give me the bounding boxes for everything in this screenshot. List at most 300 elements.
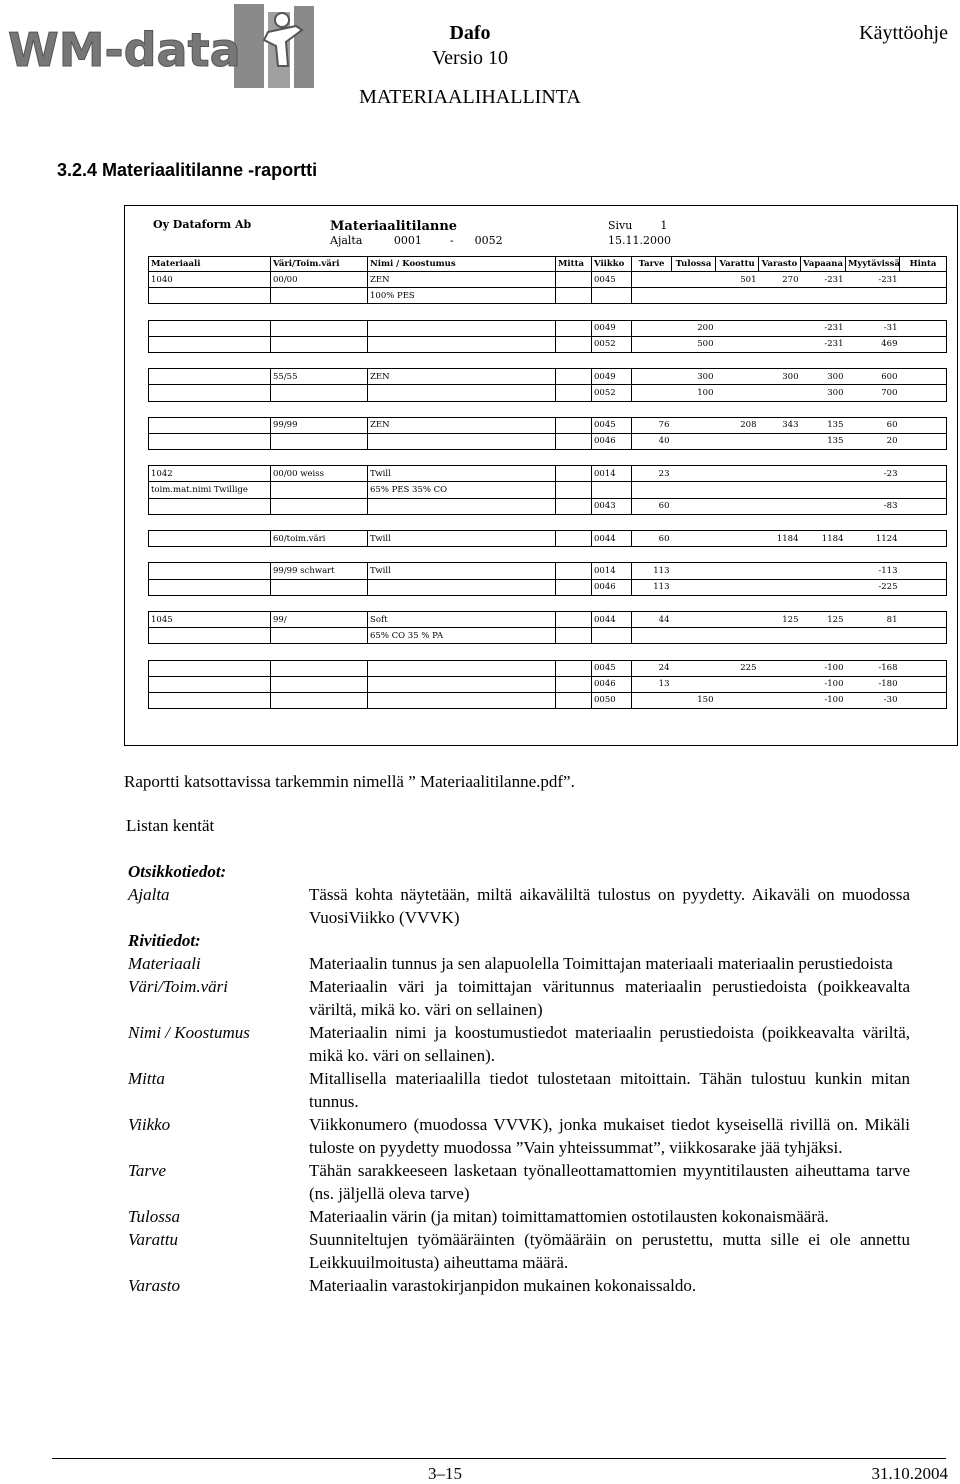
report-cell: [900, 692, 947, 708]
report-cell: [368, 660, 556, 676]
report-column-header: Hinta: [900, 257, 947, 272]
report-cell: -100: [801, 692, 846, 708]
report-cell: [271, 692, 368, 708]
report-cell: [556, 579, 592, 595]
footer-date: 31.10.2004: [871, 1464, 948, 1483]
report-cell: -100: [801, 676, 846, 692]
report-cell: 0050: [592, 692, 632, 708]
field-row-tarve: [128, 1159, 910, 1205]
report-row: [149, 563, 947, 579]
report-cell: [368, 498, 556, 514]
report-cell: [672, 466, 716, 482]
report-cell: 300: [801, 385, 846, 401]
report-cell: 81: [846, 611, 900, 627]
report-cell: 0052: [592, 385, 632, 401]
report-cell: 76: [632, 417, 672, 433]
report-column-header: Tarve: [632, 257, 672, 272]
report-cell: [716, 611, 759, 627]
report-row: [149, 692, 947, 708]
report-cell: [672, 288, 716, 304]
report-cell: [149, 579, 271, 595]
report-page: [608, 219, 667, 232]
report-cell: 113: [632, 579, 672, 595]
report-cell: [759, 498, 801, 514]
report-cell: [672, 563, 716, 579]
page-number: 1: [660, 219, 668, 232]
report-cell: 469: [846, 336, 900, 352]
report-cell: 1124: [846, 531, 900, 547]
report-cell: [632, 369, 672, 385]
module-name: MATERIAALIHALLINTA: [359, 86, 581, 108]
group-header-info: Otsikkotiedot:: [128, 862, 227, 881]
report-cell: 1042: [149, 466, 271, 482]
report-cell: [556, 498, 592, 514]
report-cell: -225: [846, 579, 900, 595]
report-title: Materiaalitilanne: [330, 219, 458, 234]
field-row-varattu: [128, 1228, 910, 1274]
report-cell: 200: [672, 320, 716, 336]
report-cell: [672, 628, 716, 644]
report-cell: [556, 692, 592, 708]
report-cell: [149, 692, 271, 708]
report-cell: [632, 336, 672, 352]
report-cell: 60: [632, 498, 672, 514]
report-cell: [716, 531, 759, 547]
report-row: [149, 417, 947, 433]
field-row-tulossa: [128, 1205, 910, 1228]
field-row-mitta: [128, 1067, 910, 1113]
report-date: 15.11.2000: [608, 234, 671, 247]
report-cell: 300: [672, 369, 716, 385]
report-cell: 0046: [592, 433, 632, 449]
report-cell: [672, 579, 716, 595]
report-cell: [556, 563, 592, 579]
report-cell: [672, 433, 716, 449]
report-cell: -168: [846, 660, 900, 676]
field-desc: Viikkonumero (muodossa VVVK), jonka mukaiset tiedot kyseisellä rivillä on. Mikäli tuloste on pyydetty muodossa ”Vain yhteissummat”, viikkosarake jää tyhjäksi.: [309, 1115, 910, 1157]
report-cell: 343: [759, 417, 801, 433]
report-cell: 60: [632, 531, 672, 547]
report-cell: [556, 385, 592, 401]
field-row-materiaali: [128, 952, 910, 975]
report-cell: [149, 433, 271, 449]
report-spacer-row: [149, 547, 947, 563]
report-cell: [716, 579, 759, 595]
report-cell: -231: [801, 272, 846, 288]
report-cell: 65% CO 35 % PA: [368, 628, 556, 644]
report-cell: [759, 466, 801, 482]
field-key: Viikko: [128, 1115, 171, 1134]
report-cell: [672, 531, 716, 547]
report-row: [149, 272, 947, 288]
report-cell: [149, 320, 271, 336]
report-cell: 270: [759, 272, 801, 288]
report-cell: [900, 628, 947, 644]
report-cell: [632, 692, 672, 708]
field-row-ajalta: [128, 883, 910, 929]
report-cell: 60: [846, 417, 900, 433]
report-cell: 0049: [592, 320, 632, 336]
report-cell: [900, 482, 947, 498]
report-cell: [759, 288, 801, 304]
report-cell: [900, 272, 947, 288]
report-cell: -31: [846, 320, 900, 336]
field-key: Ajalta: [128, 885, 170, 904]
report-cell: [632, 272, 672, 288]
report-cell: [900, 676, 947, 692]
report-grid: [148, 256, 947, 709]
report-cell: [759, 433, 801, 449]
report-cell: [759, 692, 801, 708]
report-cell: [368, 676, 556, 692]
report-cell: [556, 272, 592, 288]
section-title: 3.2.4 Materiaalitilanne -raportti: [57, 160, 318, 180]
report-cell: [672, 272, 716, 288]
report-cell: [149, 676, 271, 692]
report-cell: [716, 466, 759, 482]
report-cell: [556, 288, 592, 304]
field-row-viikko: [128, 1113, 910, 1159]
report-cell: 700: [846, 385, 900, 401]
report-spacer-row: [149, 595, 947, 611]
report-column-header: Viikko: [592, 257, 632, 272]
report-column-header: Mitta: [556, 257, 592, 272]
version-label: Versio 10: [431, 47, 509, 69]
report-cell: [801, 498, 846, 514]
field-row-nimi: [128, 1021, 910, 1067]
report-cell: [556, 417, 592, 433]
report-row: [149, 336, 947, 352]
report-cell: 0014: [592, 563, 632, 579]
report-row: [149, 531, 947, 547]
report-cell: [672, 417, 716, 433]
report-cell: -23: [846, 466, 900, 482]
report-cell: [801, 482, 846, 498]
report-cell: [759, 482, 801, 498]
field-desc: Suunniteltujen työmääräinten (työmääräin on perustettu, mutta sille ei ole annettu Leikkuuilmoitusta) aiheuttama määrä.: [309, 1230, 910, 1272]
report-row: [149, 433, 947, 449]
report-cell: [900, 611, 947, 627]
report-cell: -231: [801, 336, 846, 352]
report-cell: 1184: [801, 531, 846, 547]
report-cell: -83: [846, 498, 900, 514]
report-spacer-row: [149, 450, 947, 466]
report-cell: 500: [672, 336, 716, 352]
report-cell: [900, 320, 947, 336]
field-desc: Materiaalin varastokirjanpidon mukainen kokonaissaldo.: [309, 1276, 697, 1295]
report-cell: [271, 660, 368, 676]
report-cell: [149, 288, 271, 304]
group-row-info: Rivitiedot:: [128, 931, 201, 950]
report-cell: 135: [801, 417, 846, 433]
report-cell: [716, 433, 759, 449]
report-cell: [149, 628, 271, 644]
report-cell: 99/: [271, 611, 368, 627]
report-cell: [801, 628, 846, 644]
field-key: Varasto: [128, 1276, 180, 1295]
report-cell: 0045: [592, 272, 632, 288]
report-cell: 20: [846, 433, 900, 449]
report-cell: [900, 433, 947, 449]
report-cell: -113: [846, 563, 900, 579]
report-cell: 0045: [592, 417, 632, 433]
report-spacer-row: [149, 644, 947, 660]
report-cell: ZEN: [368, 369, 556, 385]
report-cell: [672, 482, 716, 498]
report-cell: [716, 692, 759, 708]
report-cell: [271, 676, 368, 692]
report-cell: [846, 628, 900, 644]
report-cell: [716, 498, 759, 514]
report-cell: [716, 628, 759, 644]
report-cell: [149, 336, 271, 352]
report-cell: [759, 579, 801, 595]
report-cell: [149, 385, 271, 401]
report-cell: [556, 369, 592, 385]
range-sep: -: [449, 234, 454, 247]
field-key: Varattu: [128, 1230, 179, 1249]
report-cell: [149, 563, 271, 579]
report-cell: 13: [632, 676, 672, 692]
report-row: [149, 498, 947, 514]
report-column-header: Vapaana: [801, 257, 846, 272]
report-cell: [368, 385, 556, 401]
report-cell: [801, 288, 846, 304]
report-cell: -231: [801, 320, 846, 336]
logo-graphic: [6, 2, 316, 92]
report-cell: 150: [672, 692, 716, 708]
report-cell: [271, 433, 368, 449]
report-cell: -30: [846, 692, 900, 708]
report-cell: [271, 579, 368, 595]
report-cell: [556, 336, 592, 352]
report-cell: [556, 660, 592, 676]
report-cell: toim.mat.nimi Twillige: [149, 482, 271, 498]
report-cell: -231: [846, 272, 900, 288]
report-spacer-row: [149, 304, 947, 320]
report-cell: [271, 628, 368, 644]
report-cell: [900, 385, 947, 401]
report-cell: [592, 628, 632, 644]
report-cell: [632, 482, 672, 498]
report-cell: [759, 628, 801, 644]
report-cell: 135: [801, 433, 846, 449]
report-cell: [632, 320, 672, 336]
report-cell: 100% PES: [368, 288, 556, 304]
field-key: Nimi / Koostumus: [128, 1023, 250, 1042]
report-cell: 99/99: [271, 417, 368, 433]
report-cell: Twill: [368, 466, 556, 482]
report-cell: 44: [632, 611, 672, 627]
report-column-header: Materiaali: [149, 257, 271, 272]
report-cell: 1040: [149, 272, 271, 288]
report-cell: 0043: [592, 498, 632, 514]
report-cell: 24: [632, 660, 672, 676]
report-cell: 40: [632, 433, 672, 449]
report-cell: [716, 385, 759, 401]
report-caption: Raportti katsottavissa tarkemmin nimellä ” Materiaalitilanne.pdf”.: [124, 772, 575, 791]
report-cell: [632, 385, 672, 401]
field-desc: Tähän sarakkeeseen lasketaan työnalleottamattomien myyntitilausten aiheuttama tarve (ns. jäljellä oleva tarve): [309, 1161, 910, 1203]
report-cell: [368, 320, 556, 336]
report-cell: 0046: [592, 579, 632, 595]
report-cell: 1184: [759, 531, 801, 547]
report-cell: [801, 579, 846, 595]
report-row: [149, 320, 947, 336]
report-row: [149, 369, 947, 385]
report-cell: 55/55: [271, 369, 368, 385]
report-cell: 600: [846, 369, 900, 385]
report-cell: 0049: [592, 369, 632, 385]
report-table: [148, 256, 946, 716]
field-key: Materiaali: [128, 954, 201, 973]
report-cell: [716, 336, 759, 352]
report-cell: [368, 692, 556, 708]
report-cell: [900, 288, 947, 304]
report-cell: 60/toim.väri: [271, 531, 368, 547]
report-cell: 125: [801, 611, 846, 627]
report-cell: 99/99 schwart: [271, 563, 368, 579]
report-cell: 0052: [592, 336, 632, 352]
report-cell: [846, 482, 900, 498]
footer-divider: [52, 1458, 946, 1459]
report-cell: ZEN: [368, 417, 556, 433]
report-cell: Twill: [368, 531, 556, 547]
report-cell: [672, 676, 716, 692]
report-row: [149, 482, 947, 498]
report-cell: 00/00 weiss: [271, 466, 368, 482]
report-cell: [149, 498, 271, 514]
report-cell: [149, 369, 271, 385]
report-cell: [556, 628, 592, 644]
report-cell: [368, 433, 556, 449]
report-cell: [368, 579, 556, 595]
field-row-vari: [128, 975, 910, 1021]
list-heading: Listan kentät: [126, 816, 215, 835]
report-cell: [271, 288, 368, 304]
field-key: Mitta: [128, 1069, 165, 1088]
report-cell: [716, 482, 759, 498]
report-cell: 00/00: [271, 272, 368, 288]
report-cell: [759, 336, 801, 352]
field-desc: Materiaalin nimi ja koostumustiedot materiaalin perustiedoista (poikkeavalta väriltä, mikä ko. väri on sellainen).: [309, 1023, 910, 1065]
report-company: Oy Dataform Ab: [153, 218, 252, 231]
field-key: Tulossa: [128, 1207, 180, 1226]
report-cell: [801, 466, 846, 482]
field-desc: Mitallisella materiaalilla tiedot tulostetaan mitoittain. Tähän tulostuu kunkin mitan tunnus.: [309, 1069, 910, 1111]
report-image: [124, 205, 958, 746]
report-cell: [271, 482, 368, 498]
report-cell: 300: [759, 369, 801, 385]
report-cell: [556, 433, 592, 449]
field-key: Väri/Toim.väri: [128, 977, 228, 996]
report-cell: [759, 660, 801, 676]
report-cell: 300: [801, 369, 846, 385]
header-center: [330, 20, 610, 110]
report-cell: [716, 369, 759, 385]
report-cell: [672, 498, 716, 514]
wm-data-logo: [6, 2, 316, 92]
page-label: Sivu: [608, 219, 633, 232]
report-cell: [900, 579, 947, 595]
field-desc: Materiaalin tunnus ja sen alapuolella Toimittajan materiaali materiaalin perustiedoista: [309, 954, 893, 973]
report-cell: 208: [716, 417, 759, 433]
field-row-varasto: [128, 1274, 910, 1297]
report-cell: [592, 482, 632, 498]
report-cell: [271, 498, 368, 514]
report-cell: [556, 482, 592, 498]
report-cell: [716, 676, 759, 692]
report-column-header: Varasto: [759, 257, 801, 272]
report-cell: 501: [716, 272, 759, 288]
report-row: [149, 385, 947, 401]
report-column-header: Myytävissä: [846, 257, 900, 272]
product-name: Dafo: [449, 22, 491, 44]
report-cell: 1045: [149, 611, 271, 627]
report-cell: [632, 628, 672, 644]
report-column-header: Väri/Toim.väri: [271, 257, 368, 272]
report-cell: 225: [716, 660, 759, 676]
report-cell: [759, 385, 801, 401]
report-cell: [900, 369, 947, 385]
report-cell: [846, 288, 900, 304]
report-cell: [556, 531, 592, 547]
range-label: Ajalta: [330, 234, 363, 247]
report-cell: [149, 660, 271, 676]
report-cell: -180: [846, 676, 900, 692]
field-desc: Materiaalin väri ja toimittajan väritunnus materiaalin perustiedoista (poikkeavalta väriltä, mikä ko. väri on sellainen): [309, 977, 910, 1019]
report-cell: [149, 417, 271, 433]
report-column-header: Tulossa: [672, 257, 716, 272]
report-cell: Twill: [368, 563, 556, 579]
field-list: [128, 860, 910, 1297]
footer-page-number: 3–15: [428, 1464, 462, 1483]
range-to: 0052: [474, 234, 503, 247]
report-cell: [900, 498, 947, 514]
report-cell: [556, 676, 592, 692]
report-cell: -100: [801, 660, 846, 676]
report-cell: [271, 336, 368, 352]
report-cell: [672, 660, 716, 676]
report-cell: [632, 288, 672, 304]
report-cell: 0044: [592, 531, 632, 547]
report-column-header: Varattu: [716, 257, 759, 272]
report-cell: 0046: [592, 676, 632, 692]
svg-text:WM-data: WM-data: [8, 23, 241, 77]
field-desc: Materiaalin värin (ja mitan) toimittamattomien ostotilausten kokonaismäärä.: [309, 1207, 829, 1226]
report-row: [149, 579, 947, 595]
report-range: [330, 234, 503, 247]
report-spacer-row: [149, 514, 947, 530]
report-cell: 0044: [592, 611, 632, 627]
report-cell: [801, 563, 846, 579]
report-cell: [672, 611, 716, 627]
report-cell: [900, 531, 947, 547]
report-cell: [271, 320, 368, 336]
field-desc: Tässä kohta näytetään, miltä aikaväliltä tulostus on pyydetty. Aikaväli on muodossa VuosiViikko (VVVK): [309, 885, 910, 927]
report-cell: 100: [672, 385, 716, 401]
report-cell: [900, 563, 947, 579]
report-cell: [716, 288, 759, 304]
report-cell: [759, 676, 801, 692]
report-cell: [900, 660, 947, 676]
report-cell: ZEN: [368, 272, 556, 288]
report-row: [149, 676, 947, 692]
report-cell: 23: [632, 466, 672, 482]
report-cell: 65% PES 35% CO: [368, 482, 556, 498]
report-cell: Soft: [368, 611, 556, 627]
report-row: [149, 611, 947, 627]
